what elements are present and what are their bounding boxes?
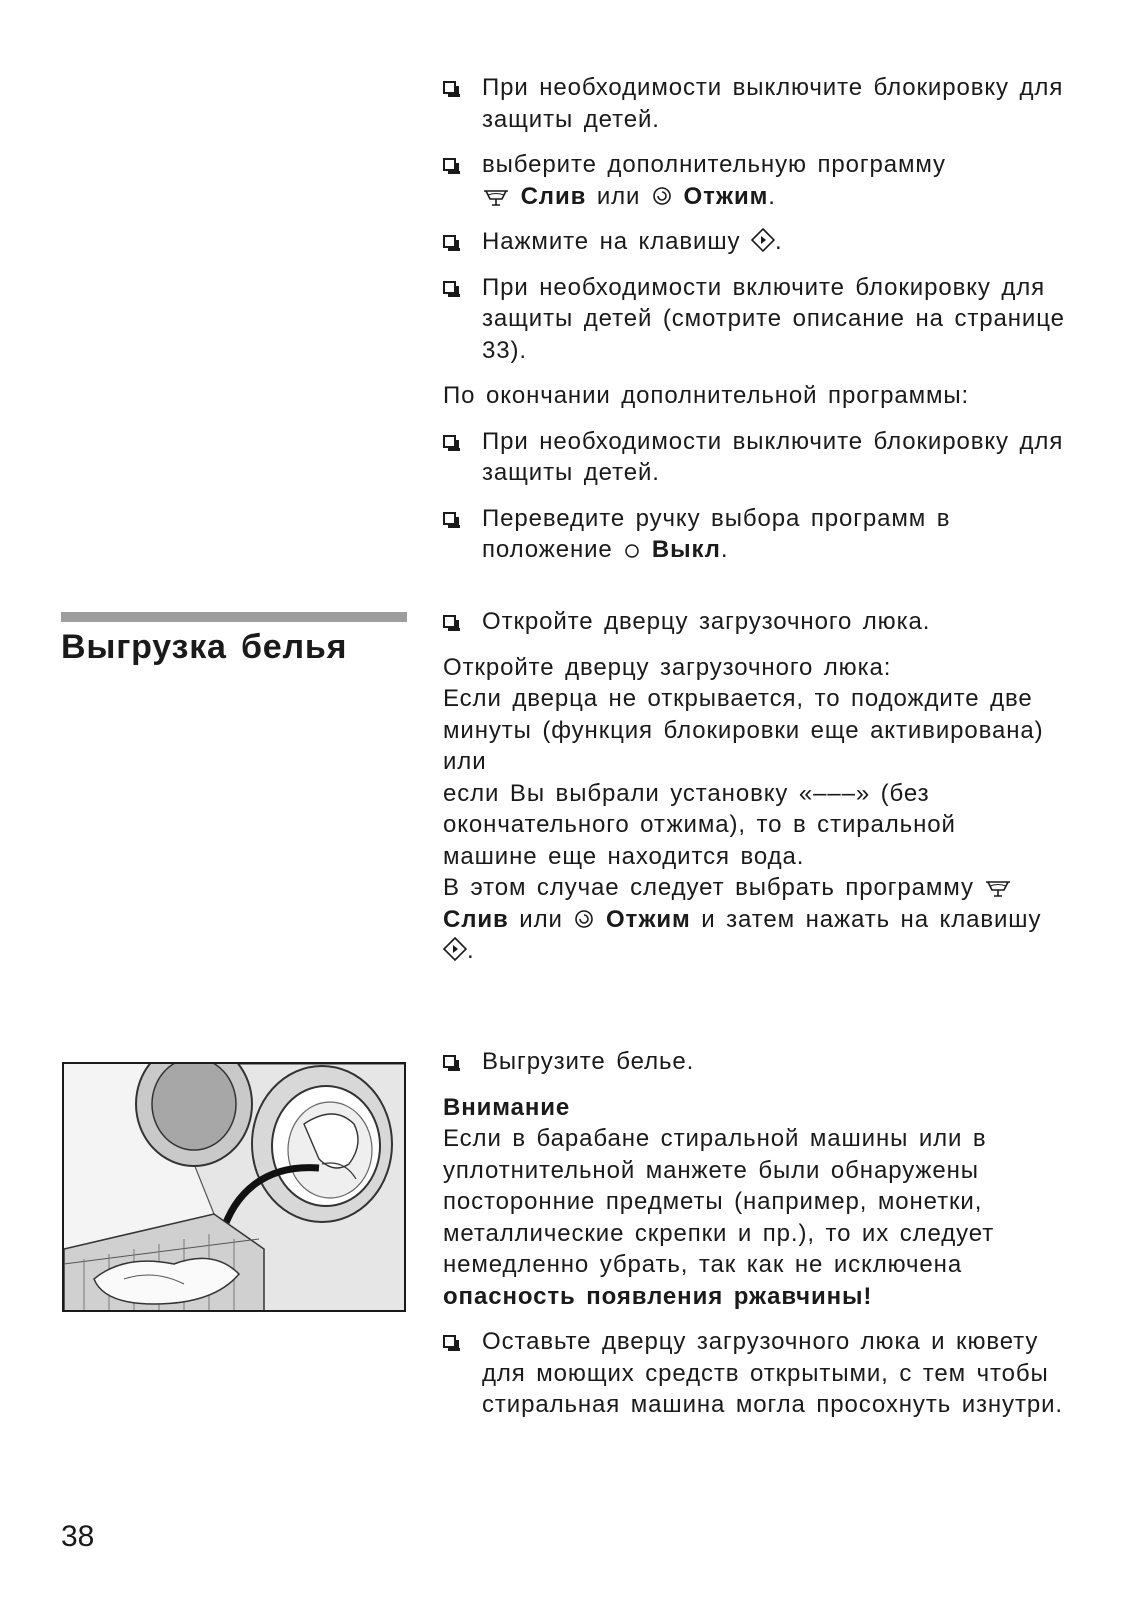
unloading-illustration bbox=[62, 1062, 406, 1312]
checkbox-icon bbox=[443, 615, 456, 628]
step-open-door: Откройте дверцу загрузочного люка. bbox=[443, 606, 1083, 638]
checkbox-icon bbox=[443, 235, 456, 248]
spin-icon bbox=[651, 185, 673, 207]
start-key-icon bbox=[751, 228, 775, 252]
door-instructions bbox=[443, 652, 1053, 967]
door-or: или bbox=[443, 748, 487, 775]
after-program-heading: По окончании дополнительной программы: bbox=[443, 382, 970, 409]
step-turn-knob-off: Переведите ручку выбора программ в положение Выкл. bbox=[443, 503, 1022, 566]
checkbox-icon bbox=[443, 1335, 456, 1348]
checkbox-icon bbox=[443, 81, 456, 94]
attention-heading: Внимание bbox=[443, 1093, 571, 1121]
checkbox-icon bbox=[443, 435, 456, 448]
page-number: 38 bbox=[61, 1520, 95, 1553]
checkbox-icon bbox=[443, 1055, 456, 1068]
step-disable-child-lock: При необходимости выключите блокировку для защиты детей. bbox=[443, 72, 1082, 135]
section-divider bbox=[61, 612, 407, 622]
step-press-start: Нажмите на клавишу . bbox=[443, 226, 1083, 258]
drain-icon bbox=[984, 876, 1012, 898]
door-wait-note: Если дверца не открывается, то подождите две минуты (функция блокировки еще активирована) bbox=[443, 685, 1044, 744]
door-water-note: если Вы выбрали установку «–––» (без окончательного отжима), то в стиральной машине еще находится вода. bbox=[443, 779, 956, 870]
checkbox-icon bbox=[443, 158, 456, 171]
door-instructions-intro: Откройте дверцу загрузочного люка: bbox=[443, 653, 892, 681]
door-program-note: В этом случае следует выбрать программу Слив или Отжим и затем нажать на клавишу . bbox=[443, 874, 1042, 964]
step-unload: Выгрузите белье. bbox=[443, 1046, 1083, 1078]
step-enable-child-lock: При необходимости включите блокировку для защиты детей (смотрите описание на странице 33). bbox=[443, 272, 1072, 367]
step-disable-child-lock-2: При необходимости выключите блокировку для защиты детей. bbox=[443, 426, 1082, 489]
start-key-icon bbox=[443, 937, 467, 961]
step-leave-door-open: Оставьте дверцу загрузочного люка и кювету для моющих средств открытыми, с тем чтобы стиральная машина могла просохнуть изнутри. bbox=[443, 1326, 1082, 1421]
unload-steps bbox=[443, 1046, 1083, 1421]
step-select-extra-program: выберите дополнительную программу Слив или Отжим. bbox=[443, 149, 1083, 212]
off-position-icon bbox=[623, 542, 641, 560]
attention-text: Если в барабане стиральной машины или в уплотнительной манжете были обнаружены посторонние предметы (например, монетки, металлические скрепки и пр.), то их следует немедленно убрать, так как не исключена bbox=[443, 1125, 995, 1278]
unloading-steps bbox=[443, 606, 1083, 967]
drain-icon bbox=[482, 185, 510, 207]
rust-warning: опасность появления ржавчины! bbox=[443, 1282, 873, 1310]
pre-section-steps bbox=[443, 72, 1083, 566]
section-title: Выгрузка белья bbox=[61, 628, 348, 666]
checkbox-icon bbox=[443, 512, 456, 525]
spin-icon bbox=[573, 908, 595, 930]
checkbox-icon bbox=[443, 281, 456, 294]
attention-block bbox=[443, 1092, 1068, 1313]
washing-machine-illustration bbox=[64, 1064, 406, 1312]
